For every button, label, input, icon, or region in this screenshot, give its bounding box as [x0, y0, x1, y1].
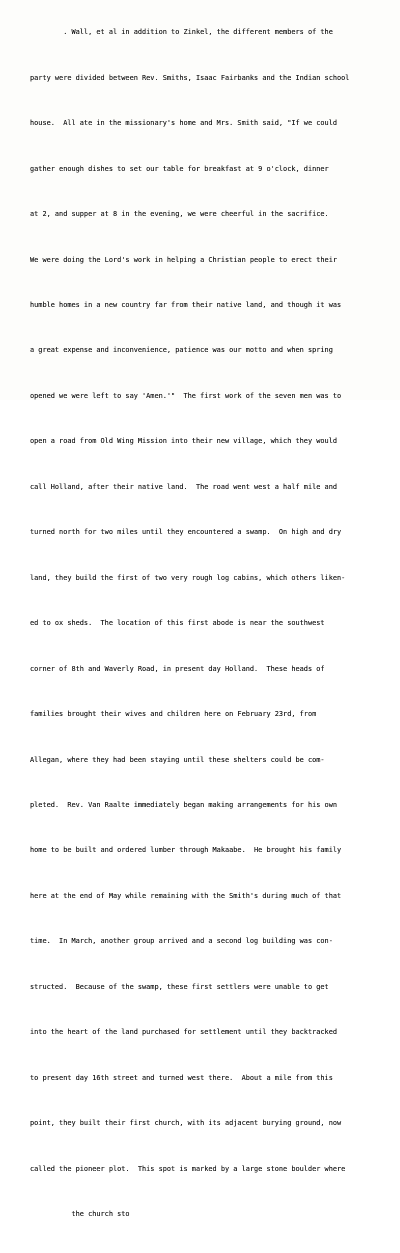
- text-line: called the pioneer plot. This spot is marked by a large stone boulder where: [30, 1164, 346, 1173]
- text-line: turned north for two miles until they encountered a swamp. On high and dry: [30, 528, 342, 537]
- text-line: . Wall, et al in addition to Zinkel, the different members of the: [30, 28, 333, 37]
- text-line: We were doing the Lord's work in helping a Christian people to erect their: [30, 255, 337, 264]
- text-line: families brought their wives and children here on February 23rd, from: [30, 710, 317, 719]
- text-line: a great expense and inconvenience, patience was our motto and when spring: [30, 346, 333, 355]
- text-line: house. All ate in the missionary's home and Mrs. Smith said, "If we could: [30, 119, 337, 128]
- text-line: at 2, and supper at 8 in the evening, we were cheerful in the sacrifice.: [30, 210, 329, 219]
- text-line: time. In March, another group arrived and a second log building was con-: [30, 937, 333, 946]
- text-line: to present day 16th street and turned west there. About a mile from this: [30, 1073, 333, 1082]
- text-line: gather enough dishes to set our table for breakfast at 9 o'clock, dinner: [30, 164, 329, 173]
- text-line: structed. Because of the swamp, these first settlers were unable to get: [30, 982, 329, 991]
- text-line: corner of 8th and Waverly Road, in present day Holland. These heads of: [30, 664, 325, 673]
- text-line: point, they built their first church, with its adjacent burying ground, now: [30, 1119, 342, 1128]
- text-line: open a road from Old Wing Mission into their new village, which they would: [30, 437, 337, 446]
- typescript-body: [30, 0, 400, 1253]
- text-line: opened we were left to say 'Amen.'" The first work of the seven men was to: [30, 391, 342, 400]
- text-line: ed to ox sheds. The location of this first abode is near the southwest: [30, 619, 325, 628]
- text-line: home to be built and ordered lumber through Makaabe. He brought his family: [30, 846, 342, 855]
- text-line: here at the end of May while remaining with the Smith's during much of that: [30, 891, 342, 900]
- text-line: party were divided between Rev. Smiths, Isaac Fairbanks and the Indian school: [30, 73, 350, 82]
- text-line: call Holland, after their native land. The road went west a half mile and: [30, 482, 337, 491]
- text-line: Allegan, where they had been staying until these shelters could be com-: [30, 755, 325, 764]
- text-line: into the heart of the land purchased for settlement until they backtracked: [30, 1028, 337, 1037]
- text-line: pleted. Rev. Van Raalte immediately began making arrangements for his own: [30, 801, 337, 810]
- text-line: humble homes in a new country far from their native land, and though it was: [30, 301, 342, 310]
- text-line: land, they build the first of two very rough log cabins, which others liken-: [30, 573, 346, 582]
- text-line: the church sto: [30, 1210, 130, 1219]
